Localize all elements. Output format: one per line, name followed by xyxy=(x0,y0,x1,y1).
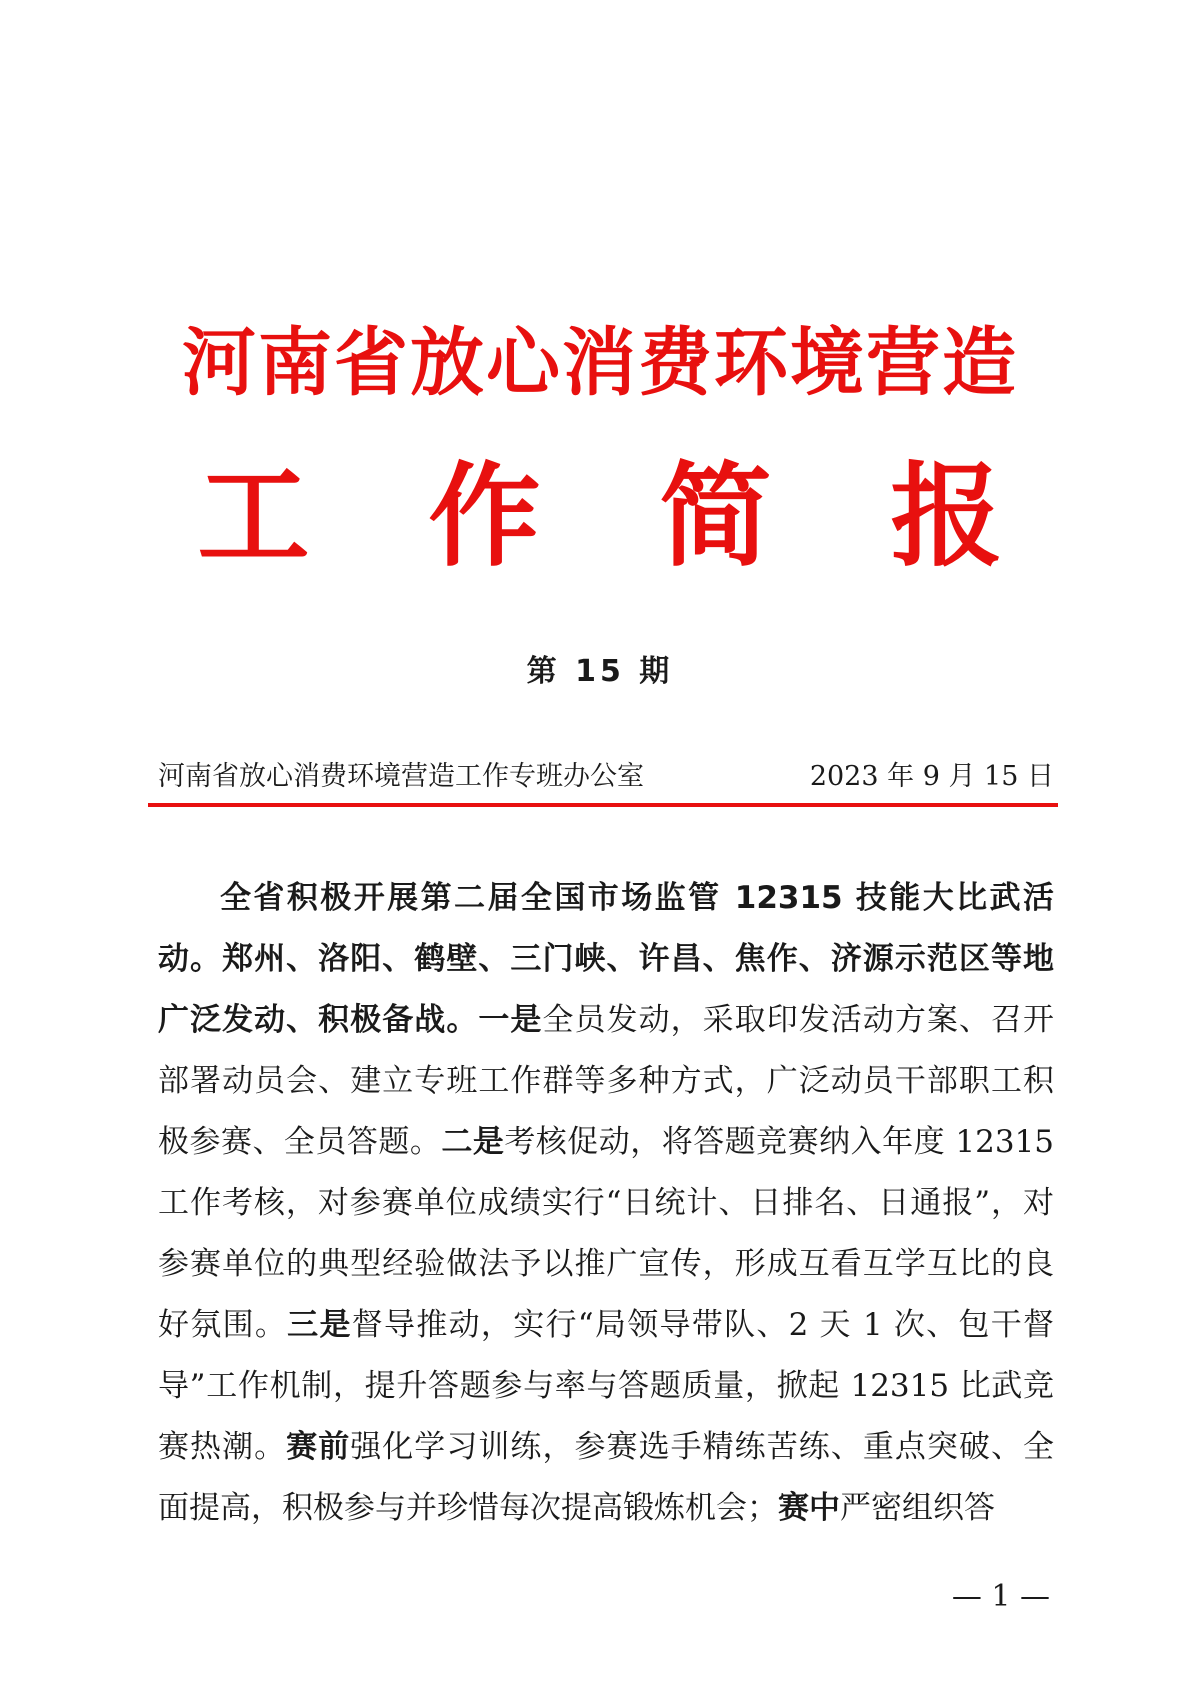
masthead-subtitle: 工 作 简 报 xyxy=(197,451,1043,582)
mid-match-label: 赛中 xyxy=(778,1490,840,1526)
mid-match-text: 严密组织答 xyxy=(840,1490,995,1526)
red-divider-line xyxy=(148,803,1058,807)
point-3-label: 三是 xyxy=(287,1307,352,1343)
page-number: — 1 — xyxy=(951,1579,1050,1614)
point-2-text: 考核促动，将答题竞赛纳入年度 12315 工作考核，对参赛单位成绩实行“日统计、日排名、日通报”，对参赛单位的典型经验做法予以推广宣传，形成互看互学互比的良好氛围。 xyxy=(158,1124,1055,1343)
issuer-name: 河南省放心消费环境营造工作专班办公室 xyxy=(158,761,644,792)
issuer-row xyxy=(158,757,1054,797)
issue-number: 第 15 期 xyxy=(526,654,674,689)
lead-sentence: 全省积极开展第二届全国市场监管 12315 技能大比武活动。郑州、洛阳、鹤壁、三门峡、许昌、焦作、济源示范区等地广泛发动、积极备战。 xyxy=(158,880,1054,1038)
pre-match-text: 强化学习训练，参赛选手精练苦练、重点突破、全面提高，积极参与并珍惜每次提高锻炼机会； xyxy=(158,1429,1055,1526)
issue-date: 2023 年 9 月 15 日 xyxy=(809,761,1054,792)
point-1-text: 全员发动，采取印发活动方案、召开部署动员会、建立专班工作群等多种方式，广泛动员干部职工积极参赛、全员答题。 xyxy=(158,1002,1055,1160)
point-3-text: 督导推动，实行“局领导带队、2 天 1 次、包干督导”工作机制，提升答题参与率与答题质量，掀起 12315 比武竞赛热潮。 xyxy=(158,1307,1055,1465)
masthead-title: 河南省放心消费环境营造 xyxy=(182,320,1018,406)
pre-match-label: 赛前 xyxy=(286,1429,351,1465)
body-paragraph xyxy=(158,868,1054,1539)
point-1-label: 一是 xyxy=(478,1002,543,1038)
point-2-label: 二是 xyxy=(441,1124,505,1160)
